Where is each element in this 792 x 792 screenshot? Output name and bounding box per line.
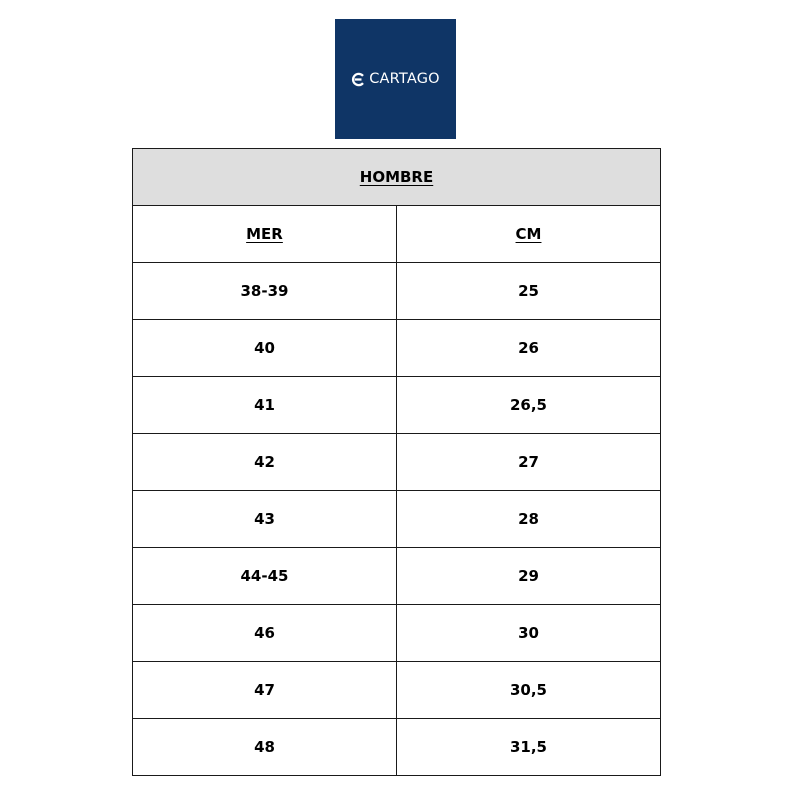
- table-cell-cm: 26: [397, 320, 661, 377]
- table-cell-cm: 25: [397, 263, 661, 320]
- table-row: [133, 263, 661, 320]
- table-cell-mer: 38-39: [133, 263, 397, 320]
- table-row: [133, 434, 661, 491]
- table-header-row: [133, 206, 661, 263]
- column-header-cm: [397, 206, 661, 263]
- table-cell-mer: 43: [133, 491, 397, 548]
- table-title-text: HOMBRE: [359, 168, 434, 186]
- table-row: [133, 662, 661, 719]
- column-header-mer: [133, 206, 397, 263]
- table-cell-mer: 48: [133, 719, 397, 776]
- table-cell-mer: 42: [133, 434, 397, 491]
- table-cell-cm: 28: [397, 491, 661, 548]
- table-row: [133, 548, 661, 605]
- table-cell-cm: 29: [397, 548, 661, 605]
- table-title: [133, 149, 661, 206]
- table-row: [133, 491, 661, 548]
- table-cell-mer: 47: [133, 662, 397, 719]
- cartago-logo: [335, 19, 456, 139]
- table-cell-mer: 46: [133, 605, 397, 662]
- table-cell-cm: 30,5: [397, 662, 661, 719]
- table-row: [133, 719, 661, 776]
- cartago-c-icon: [351, 72, 366, 87]
- column-header-cm-text: CM: [515, 225, 542, 243]
- column-header-mer-text: MER: [246, 225, 283, 243]
- table-row: [133, 320, 661, 377]
- table-title-row: [133, 149, 661, 206]
- logo-text: CARTAGO: [369, 71, 440, 87]
- table-cell-cm: 30: [397, 605, 661, 662]
- table-cell-mer: 41: [133, 377, 397, 434]
- table-cell-cm: 26,5: [397, 377, 661, 434]
- size-table: [132, 148, 661, 776]
- table-row: [133, 605, 661, 662]
- table-cell-mer: 44-45: [133, 548, 397, 605]
- table-cell-cm: 27: [397, 434, 661, 491]
- table-cell-mer: 40: [133, 320, 397, 377]
- logo-inner: [351, 71, 440, 87]
- table-row: [133, 377, 661, 434]
- table-cell-cm: 31,5: [397, 719, 661, 776]
